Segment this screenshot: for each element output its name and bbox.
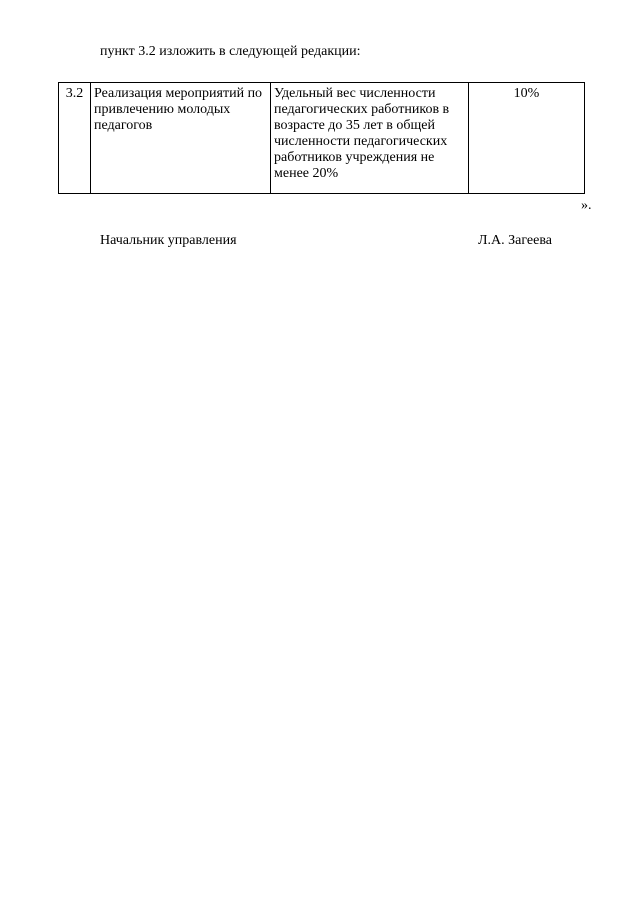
signature-title: Начальник управления [100, 233, 237, 248]
item-number-cell: 3.2 [59, 83, 91, 194]
signature-name: Л.А. Загеева [478, 233, 552, 248]
edits-table [58, 82, 585, 194]
table-row [59, 83, 585, 194]
closing-quote: ». [581, 198, 592, 213]
intro-text: пункт 3.2 изложить в следующей редакции: [100, 44, 361, 59]
weight-cell: 10% [469, 83, 585, 194]
activity-cell: Реализация мероприятий по привлечению молодых педагогов [91, 83, 271, 194]
indicator-cell: Удельный вес численности педагогических работников в возрасте до 35 лет в общей численности педагогических работников учреждения не менее 20% [271, 83, 469, 194]
